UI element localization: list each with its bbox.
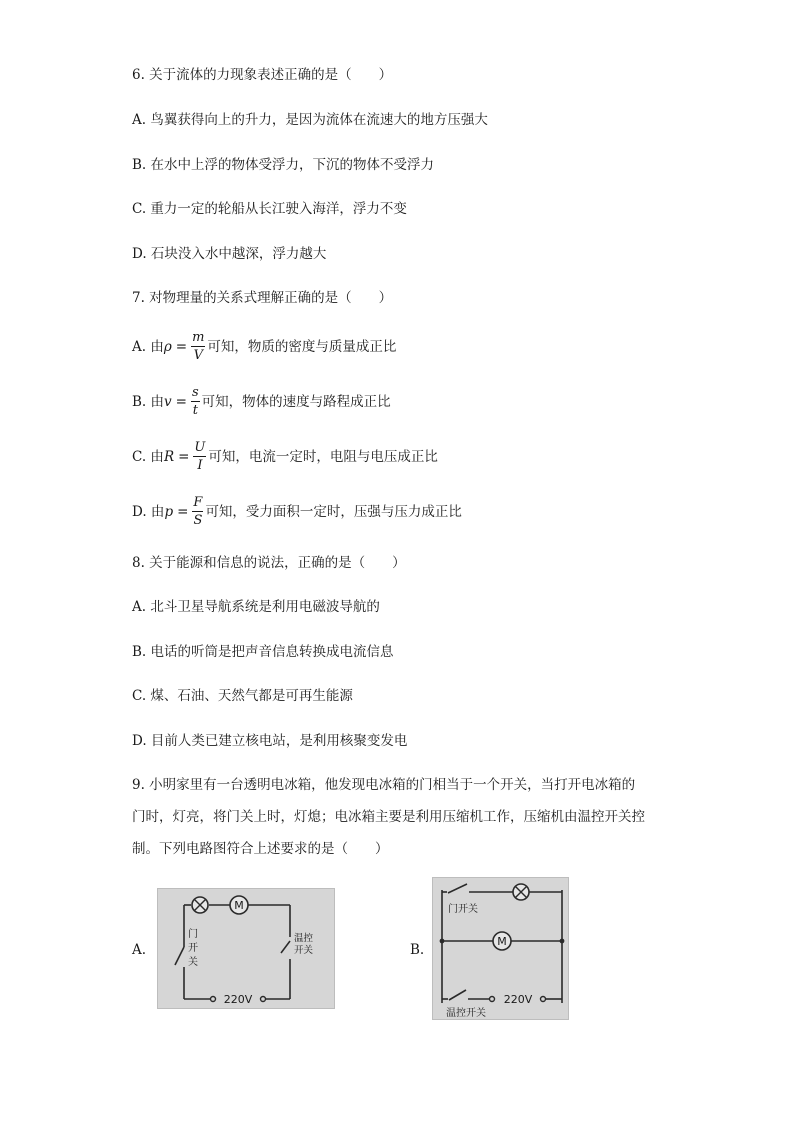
- option-prefix: D. 由: [132, 503, 165, 520]
- fraction-bar: [192, 511, 203, 512]
- denominator: t: [192, 403, 198, 418]
- q9-option-b-label: B.: [410, 942, 425, 958]
- motor-symbol: M: [497, 935, 507, 948]
- fraction: [191, 385, 200, 418]
- q8-option-c: C. 煤、石油、天然气都是可再生能源: [132, 688, 353, 704]
- numerator: U: [194, 440, 206, 455]
- q7-option-c: [132, 440, 438, 473]
- q8-option-d: D. 目前人类已建立核电站，是利用核聚变发电: [132, 733, 408, 749]
- circuit-a-svg: [158, 889, 334, 1008]
- q8-option-a: A. 北斗卫星导航系统是利用电磁波导航的: [132, 599, 380, 615]
- thermo-switch-line: 温控: [294, 933, 314, 944]
- thermo-switch-label: 温控开关: [446, 1008, 486, 1019]
- door-switch-label: [188, 927, 198, 968]
- q9-stem-line-2: 门时，灯亮，将门关上时，灯熄；电冰箱主要是利用压缩机工作，压缩机由温控开关控: [132, 809, 645, 825]
- circuit-diagram-a: [157, 888, 335, 1009]
- q7-stem: 7. 对物理量的关系式理解正确的是（ ）: [132, 290, 393, 306]
- fraction-bar: [191, 346, 205, 347]
- q6-option-a: A. 鸟翼获得向上的升力，是因为流体在流速大的地方压强大: [132, 112, 488, 128]
- motor-symbol: M: [234, 899, 244, 912]
- q9-stem-line-3: 制。下列电路图符合上述要求的是（ ）: [132, 841, 389, 857]
- door-switch-char: 关: [188, 957, 198, 968]
- formula-variable: v: [164, 393, 172, 410]
- option-prefix: A. 由: [132, 338, 164, 355]
- door-switch-char: 开: [188, 943, 198, 954]
- thermo-switch-label: [294, 932, 314, 956]
- option-suffix: 可知，电流一定时，电阻与电压成正比: [208, 448, 438, 465]
- motor-icon: [230, 896, 248, 914]
- fraction: [191, 330, 205, 363]
- lamp-icon: [513, 884, 529, 900]
- numerator: m: [192, 330, 205, 345]
- lamp-icon: [192, 897, 208, 913]
- q7-option-d: [132, 495, 462, 528]
- q6-option-b: B. 在水中上浮的物体受浮力，下沉的物体不受浮力: [132, 157, 435, 173]
- formula-variable: ρ: [163, 338, 172, 355]
- numerator: F: [193, 495, 203, 510]
- fraction-bar: [193, 456, 206, 457]
- door-switch-char: 门: [188, 929, 198, 940]
- q8-stem: 8. 关于能源和信息的说法，正确的是（ ）: [132, 555, 406, 571]
- q7-option-a: [132, 330, 396, 363]
- option-prefix: B. 由: [132, 393, 165, 410]
- q9-option-a-label: A.: [132, 942, 147, 958]
- q7-option-b: [132, 385, 391, 418]
- thermo-switch-line: 开关: [294, 945, 314, 956]
- equals-sign: =: [178, 448, 190, 465]
- formula-variable: R: [163, 448, 175, 465]
- fraction: [193, 440, 206, 473]
- q6-option-c: C. 重力一定的轮船从长江驶入海洋，浮力不变: [132, 201, 407, 217]
- q6-option-d: D. 石块没入水中越深，浮力越大: [132, 246, 327, 262]
- q6-stem: 6. 关于流体的力现象表述正确的是（ ）: [132, 67, 393, 83]
- numerator: s: [191, 385, 199, 400]
- denominator: I: [197, 458, 203, 473]
- circuit-b-svg: [433, 878, 568, 1019]
- equals-sign: =: [175, 338, 188, 355]
- power-terminals-icon: [490, 993, 546, 1006]
- denominator: V: [193, 348, 203, 363]
- circuit-diagram-b: [432, 877, 569, 1020]
- voltage-label: 220V: [503, 993, 533, 1006]
- option-suffix: 可知，物质的密度与质量成正比: [207, 338, 397, 355]
- equals-sign: =: [175, 393, 187, 410]
- voltage-label: 220V: [223, 993, 253, 1006]
- door-switch-label: 门开关: [448, 904, 478, 915]
- q9-stem-line-1: 9. 小明家里有一台透明电冰箱，他发现电冰箱的门相当于一个开关，当打开电冰箱的: [132, 777, 636, 793]
- fraction-bar: [191, 401, 200, 402]
- option-suffix: 可知，物体的速度与路程成正比: [201, 393, 391, 410]
- denominator: S: [193, 513, 203, 528]
- formula-variable: p: [164, 503, 174, 520]
- option-prefix: C. 由: [132, 448, 164, 465]
- power-terminals-icon: [211, 993, 266, 1006]
- fraction: [192, 495, 203, 528]
- equals-sign: =: [177, 503, 189, 520]
- q8-option-b: B. 电话的听筒是把声音信息转换成电流信息: [132, 644, 394, 660]
- option-suffix: 可知，受力面积一定时，压强与压力成正比: [205, 503, 462, 520]
- motor-icon: [493, 932, 511, 950]
